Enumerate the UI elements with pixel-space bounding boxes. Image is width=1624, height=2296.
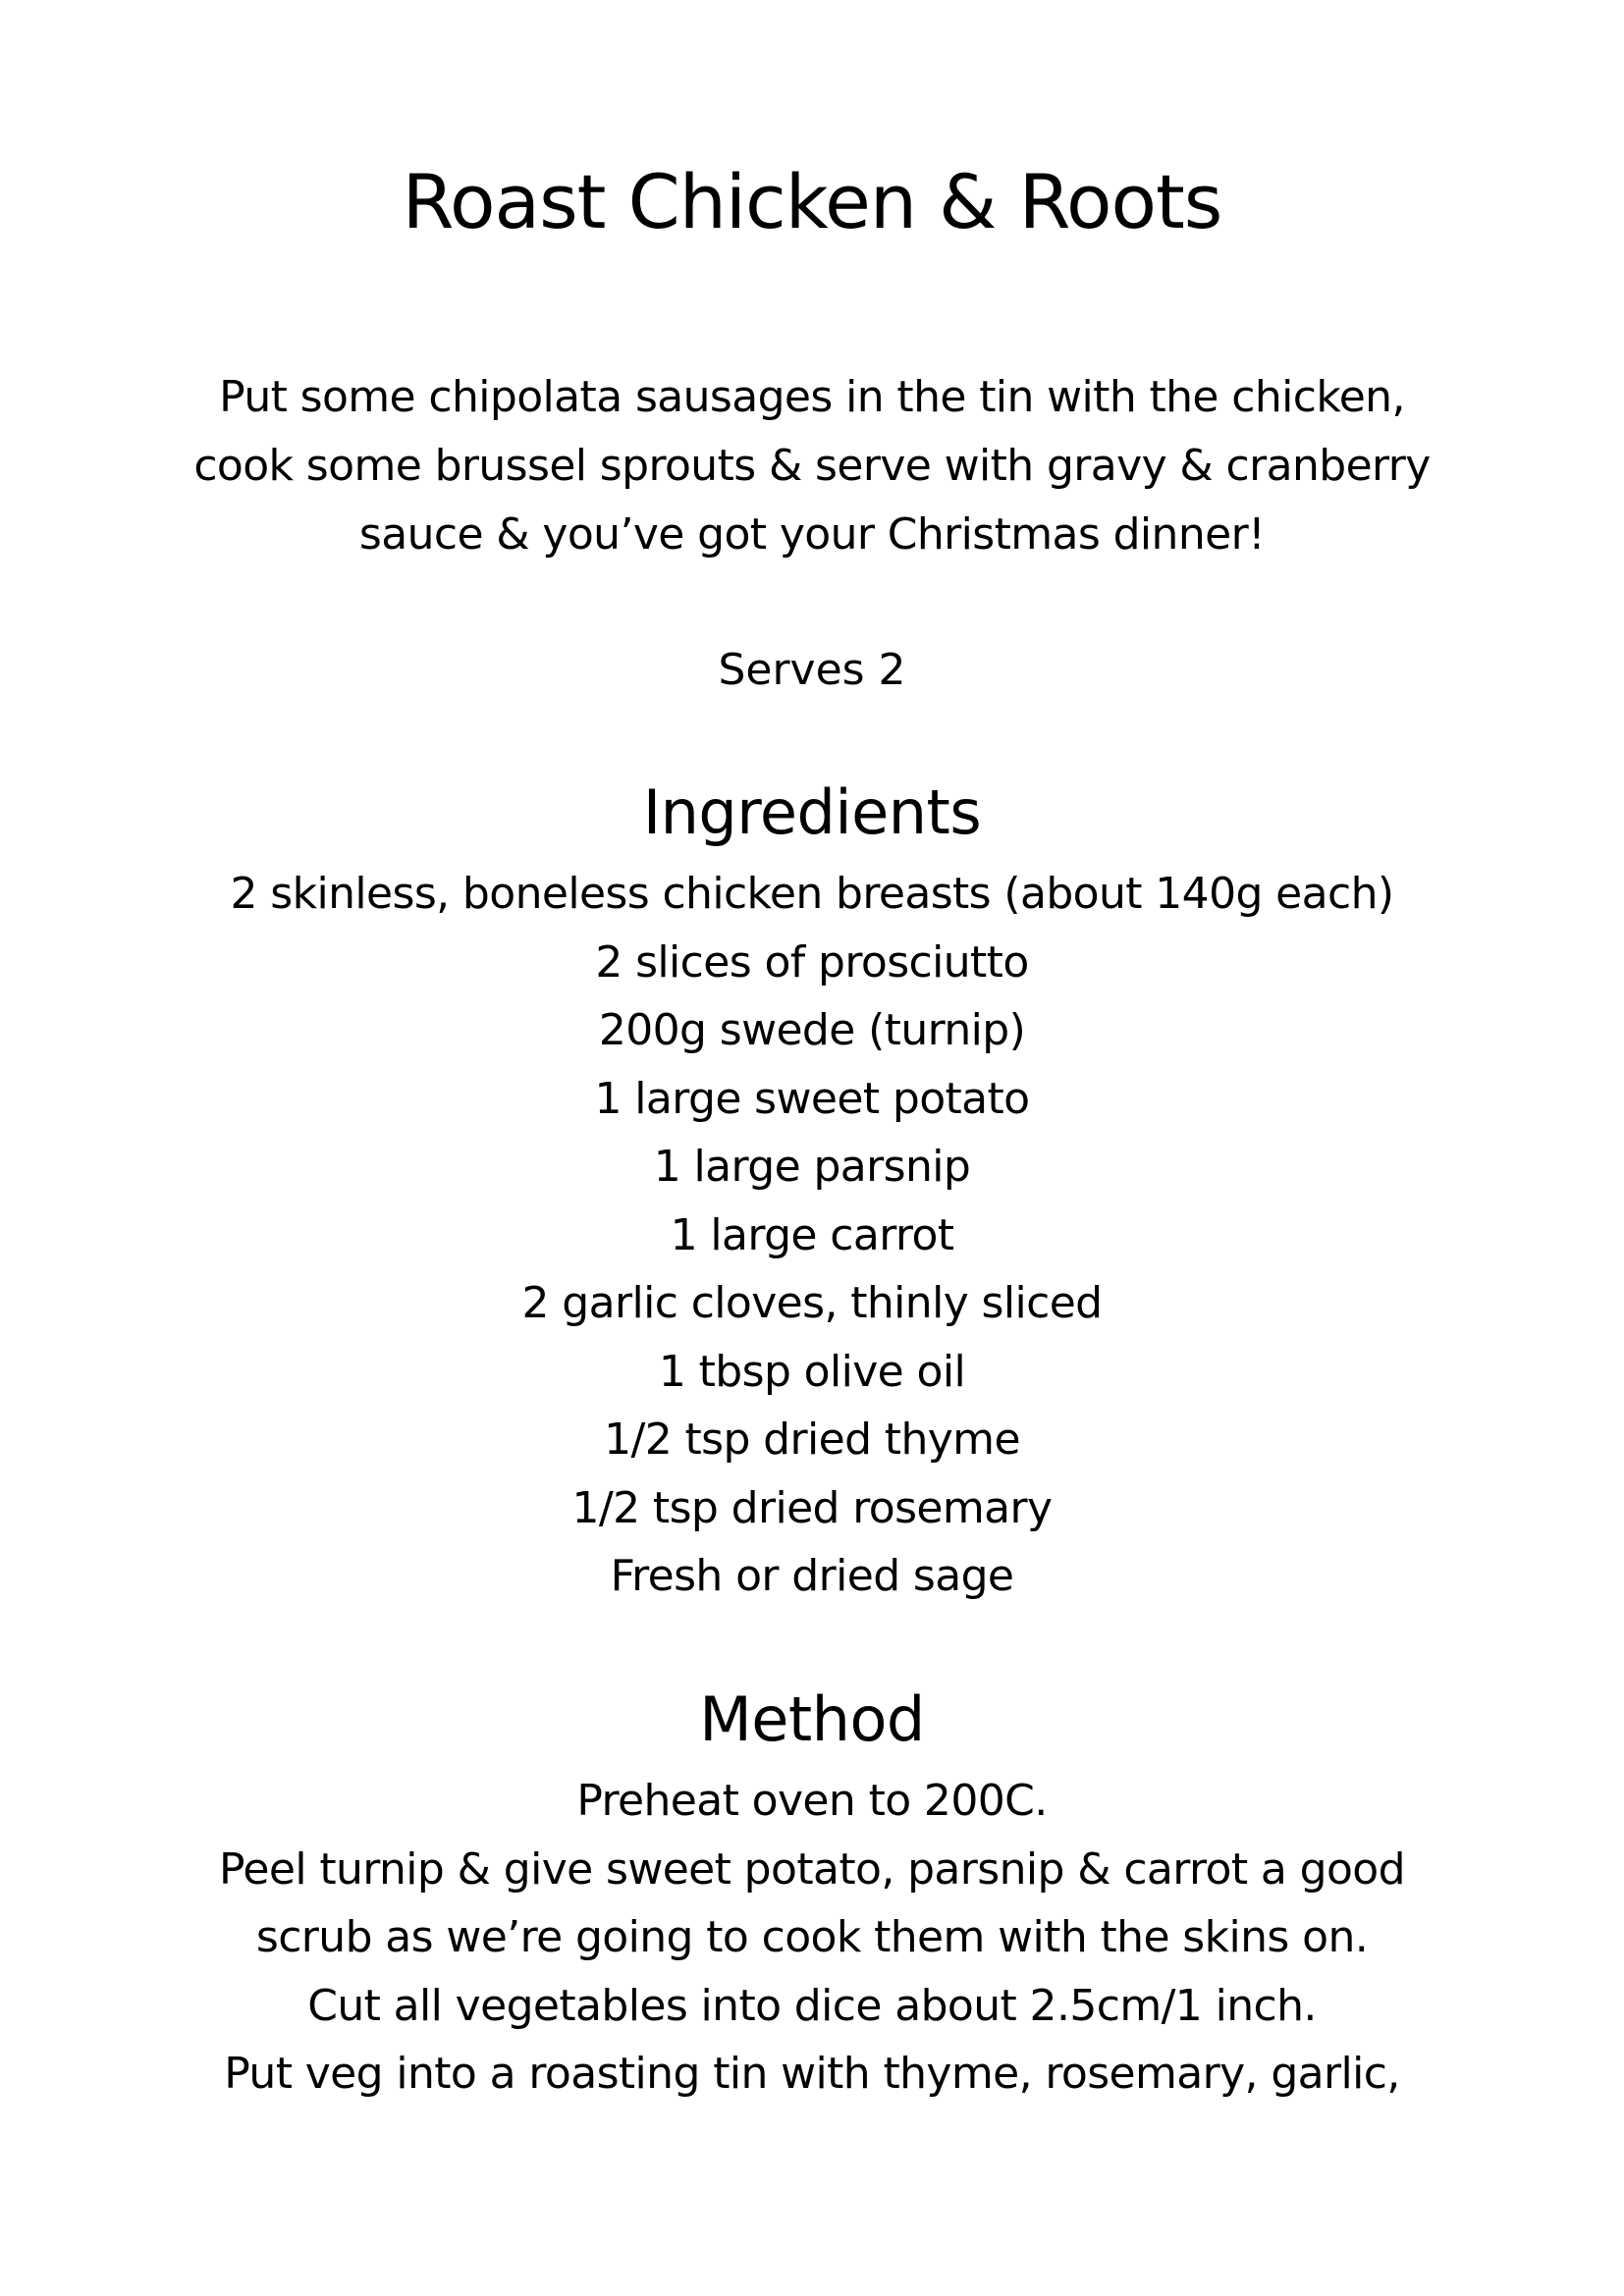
ingredients-heading: Ingredients bbox=[642, 776, 982, 848]
ingredient-item: 2 slices of prosciutto bbox=[595, 936, 1029, 988]
ingredient-item: 1 large sweet potato bbox=[594, 1073, 1030, 1124]
intro-line: sauce & you’ve got your Christmas dinner! bbox=[358, 509, 1266, 560]
ingredient-item: 1 tbsp olive oil bbox=[658, 1346, 966, 1397]
method-list bbox=[59, 1767, 1565, 2109]
method-line: Preheat oven to 200C. bbox=[576, 1776, 1048, 1826]
ingredient-item: Fresh or dried sage bbox=[610, 1551, 1014, 1601]
ingredient-item: 1/2 tsp dried rosemary bbox=[571, 1482, 1053, 1533]
ingredient-item: 2 skinless, boneless chicken breasts (about 140g each) bbox=[230, 869, 1394, 919]
ingredient-item: 1 large parsnip bbox=[653, 1142, 971, 1192]
method-line: scrub as we’re going to cook them with the skins on. bbox=[255, 1912, 1369, 1962]
intro-line: cook some brussel sprouts & serve with gravy & cranberry bbox=[193, 441, 1431, 491]
method-line: Cut all vegetables into dice about 2.5cm/1 inch. bbox=[307, 1980, 1317, 2031]
ingredients-list bbox=[59, 860, 1565, 1611]
method-heading: Method bbox=[699, 1683, 925, 1755]
recipe-intro bbox=[98, 363, 1526, 569]
ingredient-item: 1 large carrot bbox=[670, 1209, 954, 1260]
intro-line: Put some chipolata sausages in the tin with the chicken, bbox=[219, 372, 1405, 422]
ingredient-item: 1/2 tsp dried thyme bbox=[604, 1415, 1020, 1465]
serves-text: Serves 2 bbox=[718, 645, 906, 695]
ingredient-item: 200g swede (turnip) bbox=[598, 1005, 1026, 1055]
recipe-title: Roast Chicken & Roots bbox=[402, 158, 1222, 245]
method-line: Put veg into a roasting tin with thyme, rosemary, garlic, bbox=[224, 2049, 1400, 2099]
ingredient-item: 2 garlic cloves, thinly sliced bbox=[521, 1278, 1103, 1328]
method-line: Peel turnip & give sweet potato, parsnip & carrot a good bbox=[219, 1843, 1405, 1895]
